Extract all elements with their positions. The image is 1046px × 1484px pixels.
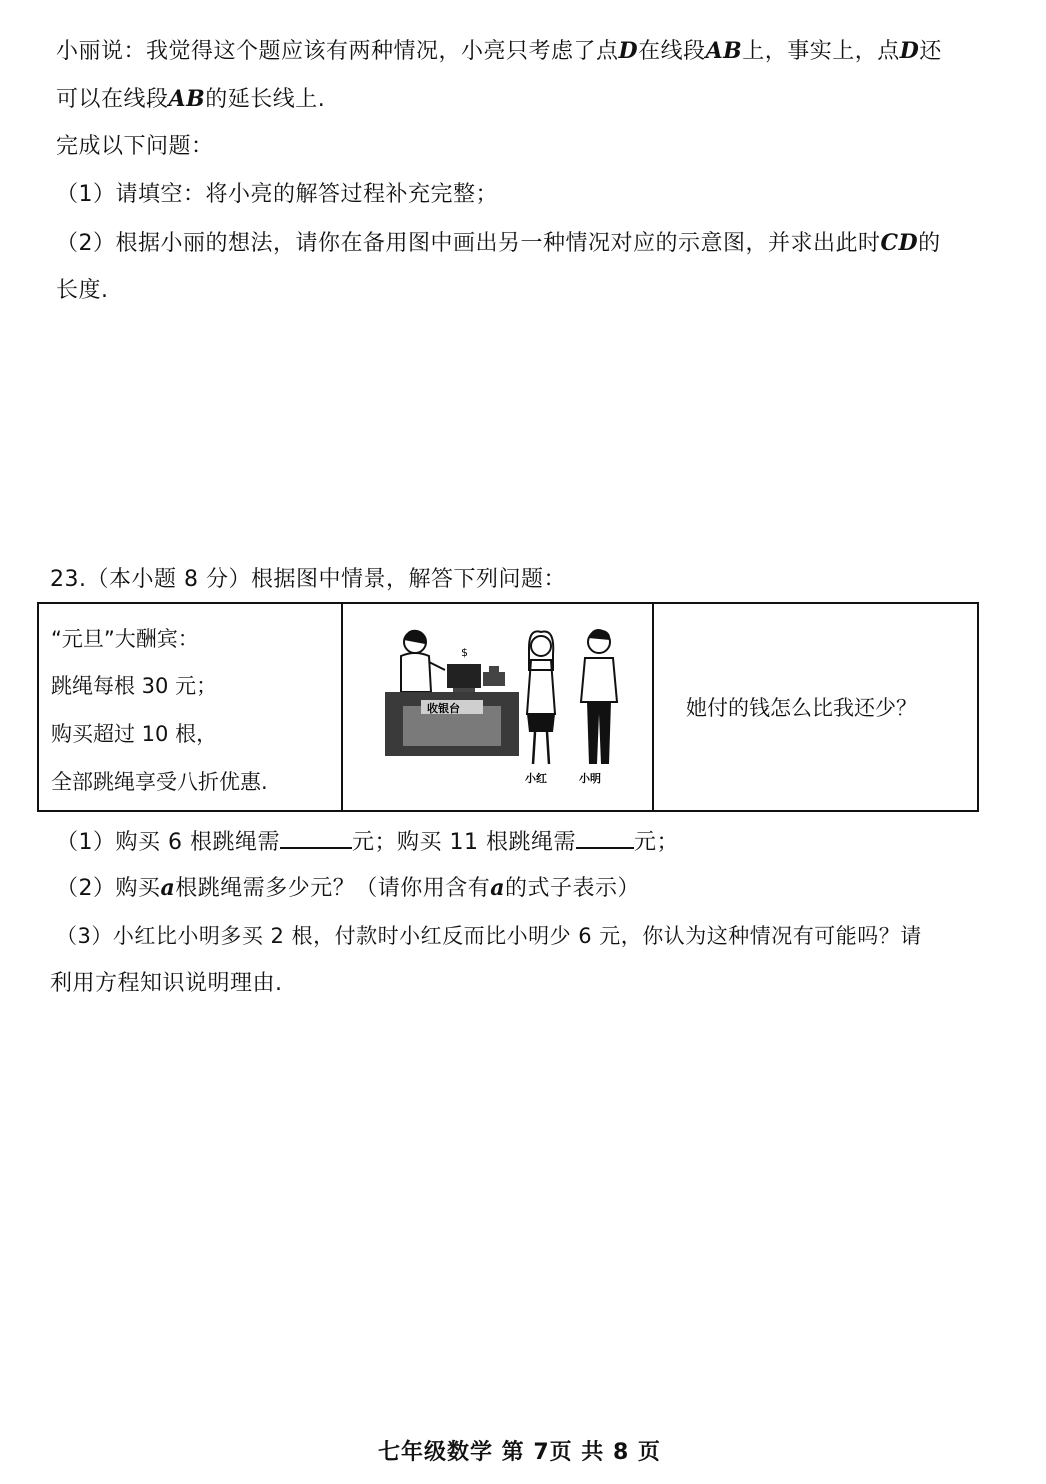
- illustration-cell: [343, 604, 654, 810]
- scenario-table: [37, 602, 979, 812]
- cashier-figure: [401, 630, 445, 692]
- q23-sub1: [56, 825, 679, 858]
- question-23-header: 23.（本小题 8 分）根据图中情景，解答下列问题：: [50, 567, 566, 592]
- var-d: D: [899, 38, 920, 64]
- xiaoli-statement-line1: [56, 36, 942, 67]
- speech-text: 她付的钱怎么比我还少？: [686, 696, 917, 720]
- var-d: D: [618, 38, 639, 64]
- promo-cell: [39, 604, 343, 810]
- xiaohong-label: 小红: [525, 772, 547, 785]
- sub-question-2-line1: [56, 228, 941, 259]
- text-segment: （1）购买 6 根跳绳需: [56, 830, 280, 855]
- text-segment: 的: [918, 231, 941, 256]
- text-segment: 根跳绳需多少元？（请你用含有: [175, 876, 491, 901]
- promo-line: 全部跳绳享受八折优惠.: [51, 770, 268, 794]
- var-ab: AB: [705, 38, 743, 64]
- xiaoli-statement-line2: [56, 84, 325, 115]
- text-segment: 的式子表示）: [505, 876, 641, 901]
- var-a: a: [160, 875, 176, 901]
- text-segment: 还: [919, 39, 942, 64]
- xiaohong-figure: [525, 631, 555, 785]
- var-cd: CD: [880, 230, 919, 256]
- checkout-illustration: [343, 604, 649, 809]
- cash-register: [447, 646, 505, 694]
- answer-blank-2[interactable]: [576, 825, 634, 849]
- text-segment: （2）根据小丽的想法，请你在备用图中画出另一种情况对应的示意图，并求出此时: [56, 231, 881, 256]
- complete-instruction: 完成以下问题：: [56, 134, 214, 159]
- text-segment: 小丽说：我觉得这个题应该有两种情况，小亮只考虑了点: [56, 39, 619, 64]
- var-a: a: [490, 875, 506, 901]
- counter-sign: 收银台: [427, 702, 460, 715]
- xiaoming-label: 小明: [579, 772, 601, 785]
- promo-line: 购买超过 10 根，: [51, 722, 218, 746]
- promo-line: 跳绳每根 30 元；: [51, 674, 218, 698]
- xiaoming-figure: [579, 629, 617, 785]
- text-segment: （2）购买: [56, 876, 161, 901]
- speech-cell: [654, 604, 977, 810]
- dollar-sign: $: [461, 646, 468, 659]
- text-segment: 在线段: [638, 39, 706, 64]
- text-segment: 可以在线段: [56, 87, 169, 112]
- sub-question-1: （1）请填空：将小亮的解答过程补充完整；: [56, 182, 498, 207]
- var-ab: AB: [168, 86, 206, 112]
- text-segment: 元；: [633, 830, 679, 855]
- checkout-counter: [385, 692, 519, 756]
- q23-sub3-line2: 利用方程知识说明理由.: [50, 971, 283, 996]
- sub-question-2-line2: 长度.: [56, 278, 109, 303]
- page-footer: 七年级数学 第 7页 共 8 页: [378, 1440, 661, 1465]
- text-segment: 元；购买 11 根跳绳需: [351, 830, 576, 855]
- text-segment: 的延长线上.: [205, 87, 326, 112]
- q23-sub3-line1: （3）小红比小明多买 2 根，付款时小红反而比小明少 6 元，你认为这种情况有可能吗？请: [56, 924, 922, 948]
- promo-line: “元旦”大酬宾：: [51, 627, 199, 651]
- q23-sub2: [56, 873, 640, 904]
- text-segment: 上，事实上，点: [742, 39, 900, 64]
- answer-blank-1[interactable]: [280, 825, 352, 849]
